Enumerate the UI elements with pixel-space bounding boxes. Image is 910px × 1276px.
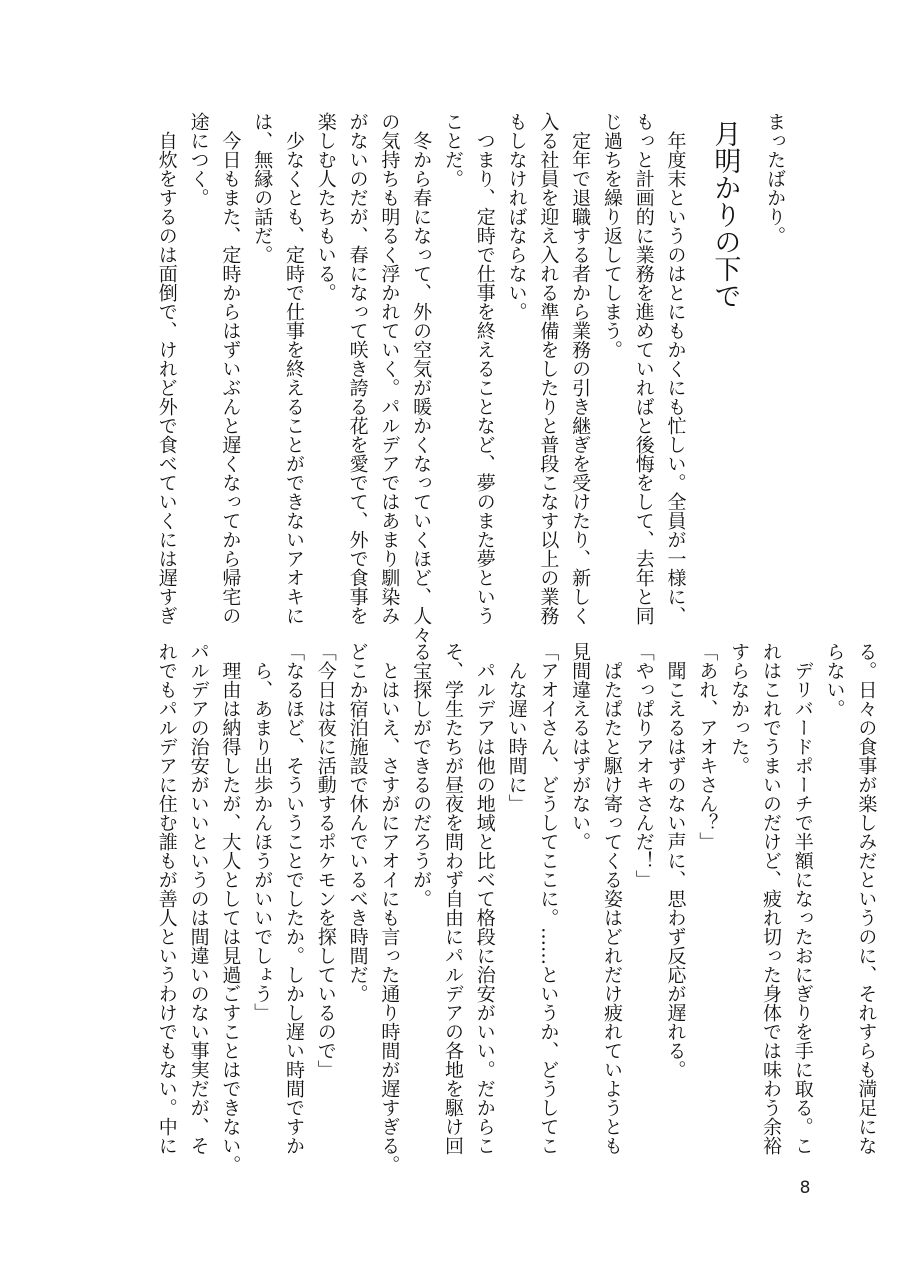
text-line: れはこれでうまいのだけど、疲れ切った身体では味わう余裕 <box>759 642 782 1155</box>
text-line: ぱたぱたと駆け寄ってくる姿はどれだけ疲れていようとも <box>600 661 623 1155</box>
text-line: 途につく。 <box>187 112 210 207</box>
text-line: がないのだが、春になって咲き誇る花を愛でて、外で食事を <box>346 112 369 625</box>
text-line: 「アオイさん、どうしてここに。……というか、どうしてこ <box>537 642 560 1155</box>
text-line: ことだ。 <box>441 112 464 188</box>
text-line: 定年で退職する者から業務の引き継ぎを受けたり、新しく <box>569 131 592 625</box>
text-line: どこか宿泊施設で休んでいるべき時間だ。 <box>346 642 369 1003</box>
text-line: つまり、定時で仕事を終えることなど、夢のまた夢という <box>473 131 496 625</box>
text-line: 楽しむ人たちもいる。 <box>314 112 337 302</box>
text-line: まったばかり。 <box>764 112 787 245</box>
text-line: 聞こえるはずのない声に、思わず反応が遅れる。 <box>664 661 687 1079</box>
text-line: もしなければならない。 <box>505 112 528 321</box>
chapter-title: 月明かりの下で <box>709 120 741 309</box>
text-line: パルデアの治安がいいというのは間違いのない事実だが、そ <box>187 642 210 1155</box>
text-line: る宝探しができるのだろうが。 <box>410 642 433 908</box>
text-line: 少なくとも、定時で仕事を終えることができないアオキに <box>282 131 305 625</box>
text-line: とはいえ、さすがにアオイにも言った通り時間が遅すぎる。 <box>378 661 401 1174</box>
text-line: じ過ちを繰り返してしまう。 <box>600 112 623 359</box>
page-number: 8 <box>799 1178 811 1198</box>
text-line: 「なるほど、そういうことでしたか。しかし遅い時間ですか <box>282 642 305 1155</box>
text-line: パルデアは他の地域と比べて格段に治安がいい。だからこ <box>473 661 496 1155</box>
text-line: らない。 <box>823 642 846 718</box>
text-line: の気持ちも明るく浮かれていく。パルデアではあまり馴染み <box>378 112 401 625</box>
text-line: 入る社員を迎え入れる準備をしたりと普段こなす以上の業務 <box>537 112 560 625</box>
text-line: 理由は納得したが、大人としては見過ごすことはできない。 <box>219 661 242 1174</box>
text-line: そ、学生たちが昼夜を問わず自由にパルデアの各地を駆け回 <box>441 642 464 1155</box>
text-line: ら、あまり出歩かんほうがいいでしょう」 <box>251 661 274 1022</box>
text-line: 「今日は夜に活動するポケモンを探しているので」 <box>314 642 337 1079</box>
text-line: んな遅い時間に」 <box>505 661 528 813</box>
text-line: 今日もまた、定時からはずいぶんと遅くなってから帰宅の <box>219 131 242 625</box>
text-line: 「やっぱりアオキさんだ！」 <box>632 642 655 889</box>
text-line: れでもパルデアに住む誰もが善人というわけでもない。中に <box>155 642 178 1155</box>
text-line: もっと計画的に業務を進めていればと後悔をして、去年と同 <box>632 112 655 625</box>
lower-text-block <box>150 642 881 1174</box>
text-line: すらなかった。 <box>728 642 751 775</box>
text-line: 見間違えるはずがない。 <box>569 642 592 851</box>
text-line: 自炊をするのは面倒で、けれど外で食べていくには遅すぎ <box>155 131 178 625</box>
text-line: 年度末というのはとにもかくにも忙しい。全員が一様に、 <box>664 131 687 625</box>
text-line: デリバードポーチで半額になったおにぎりを手に取る。こ <box>791 661 814 1155</box>
text-line: る。日々の食事が楽しみだというのに、それすらも満足にな <box>855 642 878 1155</box>
text-line: 冬から春になって、外の空気が暖かくなっていくほど、人々 <box>410 131 433 644</box>
text-line: は、無縁の話だ。 <box>251 112 274 264</box>
upper-text-block <box>150 112 790 644</box>
text-line: 「あれ、アオキさん？」 <box>696 642 719 851</box>
